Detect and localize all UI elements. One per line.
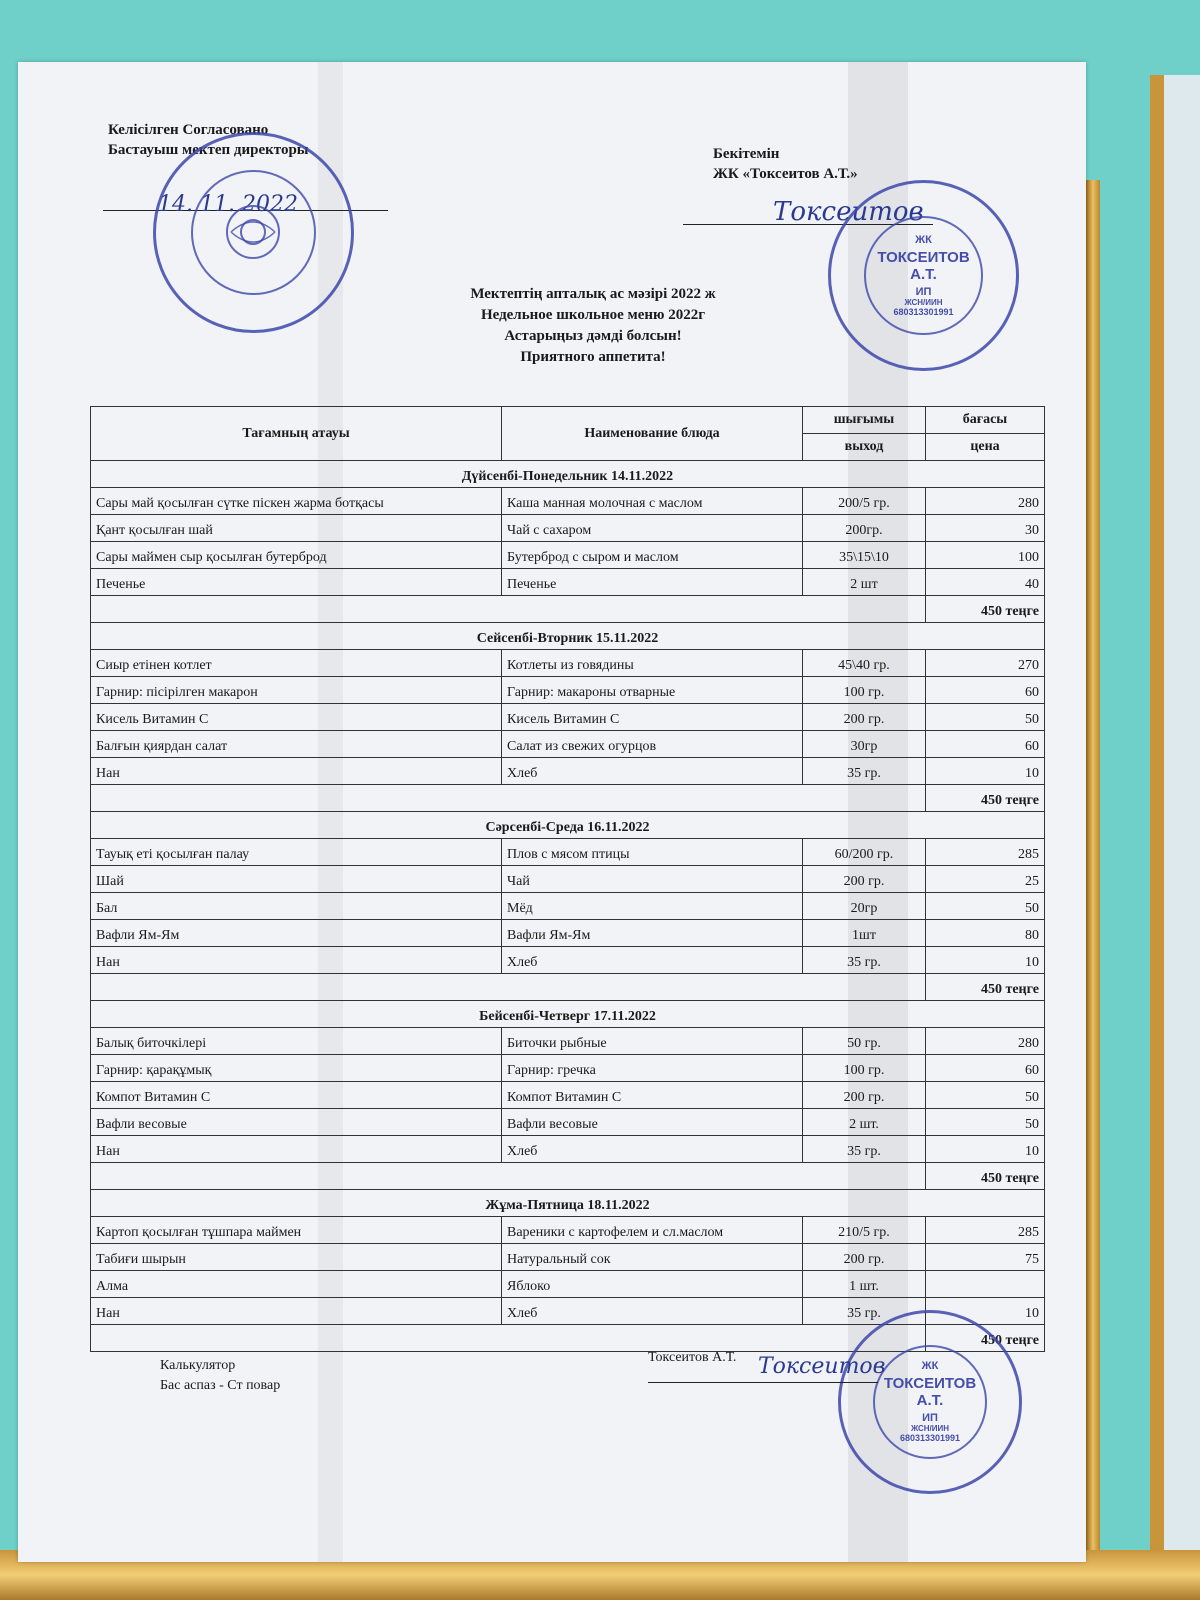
dish-name-ru: Натуральный сок bbox=[502, 1244, 803, 1271]
dish-price: 10 bbox=[926, 1136, 1045, 1163]
dish-price: 10 bbox=[926, 1298, 1045, 1325]
menu-titles bbox=[318, 284, 868, 368]
dish-name-ru: Вареники с картофелем и сл.маслом bbox=[502, 1217, 803, 1244]
total-spacer bbox=[91, 1163, 926, 1190]
emblem-icon bbox=[223, 202, 283, 262]
menu-table bbox=[90, 406, 1045, 1352]
dish-output: 2 шт bbox=[803, 569, 926, 596]
dish-name-ru: Чай bbox=[502, 866, 803, 893]
dish-output: 45\40 гр. bbox=[803, 650, 926, 677]
footer-left bbox=[160, 1356, 280, 1396]
dish-output: 100 гр. bbox=[803, 677, 926, 704]
dish-output: 200 гр. bbox=[803, 1244, 926, 1271]
dish-price: 40 bbox=[926, 569, 1045, 596]
day-header-row bbox=[91, 1001, 1045, 1028]
dish-output: 35 гр. bbox=[803, 1136, 926, 1163]
footer-calculator: Калькулятор bbox=[160, 1358, 236, 1373]
menu-item-row bbox=[91, 758, 1045, 785]
ip-stamp-bottom-center bbox=[873, 1345, 987, 1459]
dish-price: 50 bbox=[926, 1082, 1045, 1109]
footer-chef: Бас аспаз - Ст повар bbox=[160, 1378, 281, 1393]
dish-name-kz: Балық биточкілері bbox=[91, 1028, 502, 1055]
dish-output: 20гр bbox=[803, 893, 926, 920]
day-header-row bbox=[91, 461, 1045, 488]
day-total: 450 теңге bbox=[926, 596, 1045, 623]
col-header-output-kz: шығымы bbox=[803, 407, 926, 434]
menu-item-row bbox=[91, 1082, 1045, 1109]
menu-item-row bbox=[91, 1028, 1045, 1055]
col-header-ru: Наименование блюда bbox=[502, 407, 803, 461]
dish-name-ru: Кисель Витамин С bbox=[502, 704, 803, 731]
day-total-row bbox=[91, 596, 1045, 623]
dish-name-kz: Алма bbox=[91, 1271, 502, 1298]
dish-name-ru: Плов с мясом птицы bbox=[502, 839, 803, 866]
signature-line-footer bbox=[648, 1382, 878, 1383]
col-header-price-kz: бағасы bbox=[926, 407, 1045, 434]
dish-name-ru: Гарнир: гречка bbox=[502, 1055, 803, 1082]
dish-price: 25 bbox=[926, 866, 1045, 893]
menu-item-row bbox=[91, 488, 1045, 515]
stamp-name: ТОКСЕИТОВ А.Т. bbox=[883, 1375, 977, 1410]
dish-output: 200гр. bbox=[803, 515, 926, 542]
dish-name-ru: Хлеб bbox=[502, 1298, 803, 1325]
dish-name-ru: Хлеб bbox=[502, 758, 803, 785]
dish-price: 100 bbox=[926, 542, 1045, 569]
menu-item-row bbox=[91, 1109, 1045, 1136]
menu-item-row bbox=[91, 839, 1045, 866]
dish-price: 50 bbox=[926, 893, 1045, 920]
total-spacer bbox=[91, 596, 926, 623]
dish-name-kz: Бал bbox=[91, 893, 502, 920]
dish-name-kz: Сары маймен сыр қосылған бутерброд bbox=[91, 542, 502, 569]
dish-output: 60/200 гр. bbox=[803, 839, 926, 866]
menu-item-row bbox=[91, 947, 1045, 974]
day-total-row bbox=[91, 1163, 1045, 1190]
title-ru: Недельное школьное меню 2022г bbox=[480, 307, 706, 323]
dish-name-ru: Гарнир: макароны отварные bbox=[502, 677, 803, 704]
adjacent-board bbox=[1150, 75, 1200, 1565]
day-total: 450 теңге bbox=[926, 1163, 1045, 1190]
dish-name-kz: Шай bbox=[91, 866, 502, 893]
dish-price bbox=[926, 1271, 1045, 1298]
dish-output: 1шт bbox=[803, 920, 926, 947]
stamp-bottom-label: ИП bbox=[922, 1412, 938, 1425]
dish-price: 80 bbox=[926, 920, 1045, 947]
dish-name-ru: Биточки рыбные bbox=[502, 1028, 803, 1055]
approval-right-line1: Бекітемін bbox=[713, 146, 780, 162]
menu-item-row bbox=[91, 542, 1045, 569]
day-header-row bbox=[91, 623, 1045, 650]
day-title: Жұма-Пятница 18.11.2022 bbox=[91, 1190, 1045, 1217]
total-spacer bbox=[91, 1325, 926, 1352]
dish-name-ru: Чай с сахаром bbox=[502, 515, 803, 542]
dish-name-ru: Котлеты из говядины bbox=[502, 650, 803, 677]
dish-name-ru: Хлеб bbox=[502, 1136, 803, 1163]
dish-output: 50 гр. bbox=[803, 1028, 926, 1055]
dish-price: 50 bbox=[926, 704, 1045, 731]
signature-footer: Токсеитов bbox=[758, 1354, 886, 1379]
dish-price: 280 bbox=[926, 1028, 1045, 1055]
menu-item-row bbox=[91, 569, 1045, 596]
approval-right bbox=[713, 144, 858, 184]
dish-name-kz: Сары май қосылған сүтке піскен жарма ботқасы bbox=[91, 488, 502, 515]
dish-name-ru: Вафли весовые bbox=[502, 1109, 803, 1136]
dish-output: 200 гр. bbox=[803, 866, 926, 893]
dish-name-kz: Нан bbox=[91, 947, 502, 974]
menu-item-row bbox=[91, 920, 1045, 947]
dish-price: 10 bbox=[926, 758, 1045, 785]
stamp-top-label: ЖК bbox=[915, 234, 932, 246]
stamp-bin-label: ЖСН/ИИН bbox=[904, 298, 943, 307]
day-total: 450 теңге bbox=[926, 785, 1045, 812]
dish-output: 100 гр. bbox=[803, 1055, 926, 1082]
dish-name-kz: Вафли Ям-Ям bbox=[91, 920, 502, 947]
stamp-bin-label: ЖСН/ИИН bbox=[910, 1424, 950, 1434]
stamp-bottom-label: ИП bbox=[915, 286, 932, 298]
dish-output: 35 гр. bbox=[803, 1298, 926, 1325]
menu-item-row bbox=[91, 1217, 1045, 1244]
dish-name-kz: Қант қосылған шай bbox=[91, 515, 502, 542]
dish-name-kz: Нан bbox=[91, 758, 502, 785]
menu-item-row bbox=[91, 893, 1045, 920]
dish-name-kz: Картоп қосылған тұшпара маймен bbox=[91, 1217, 502, 1244]
title-kz: Мектептің апталық ас мәзірі 2022 ж bbox=[470, 286, 716, 302]
day-title: Сәрсенбі-Среда 16.11.2022 bbox=[91, 812, 1045, 839]
day-total-row bbox=[91, 785, 1045, 812]
dish-output: 200/5 гр. bbox=[803, 488, 926, 515]
approval-right-line2: ЖК «Токсеитов А.Т.» bbox=[713, 166, 858, 182]
stamp-bin: 680313301991 bbox=[899, 1433, 961, 1444]
dish-name-kz: Гарнир: пісірілген макарон bbox=[91, 677, 502, 704]
dish-output: 35 гр. bbox=[803, 758, 926, 785]
day-title: Дүйсенбі-Понедельник 14.11.2022 bbox=[91, 461, 1045, 488]
menu-item-row bbox=[91, 1055, 1045, 1082]
approval-left-line1: Келісілген Согласовано bbox=[108, 122, 269, 138]
col-header-output-ru: выход bbox=[803, 434, 926, 461]
approval-left-line2: Бастауыш мектеп директоры bbox=[108, 142, 309, 158]
dish-output: 210/5 гр. bbox=[803, 1217, 926, 1244]
day-title: Бейсенбі-Четверг 17.11.2022 bbox=[91, 1001, 1045, 1028]
dish-name-kz: Гарнир: қарақұмық bbox=[91, 1055, 502, 1082]
dish-name-ru: Вафли Ям-Ям bbox=[502, 920, 803, 947]
dish-name-ru: Компот Витамин С bbox=[502, 1082, 803, 1109]
day-total-row bbox=[91, 974, 1045, 1001]
dish-price: 285 bbox=[926, 839, 1045, 866]
total-spacer bbox=[91, 785, 926, 812]
stamp-emblem bbox=[191, 170, 316, 295]
dish-output: 30гр bbox=[803, 731, 926, 758]
dish-price: 270 bbox=[926, 650, 1045, 677]
ip-stamp-bottom bbox=[838, 1310, 1022, 1494]
menu-item-row bbox=[91, 731, 1045, 758]
menu-body bbox=[91, 461, 1045, 1352]
menu-item-row bbox=[91, 677, 1045, 704]
dish-price: 60 bbox=[926, 677, 1045, 704]
dish-output: 1 шт. bbox=[803, 1271, 926, 1298]
dish-name-kz: Нан bbox=[91, 1136, 502, 1163]
dish-price: 10 bbox=[926, 947, 1045, 974]
menu-item-row bbox=[91, 1244, 1045, 1271]
footer-right: Токсеитов А.Т. bbox=[648, 1350, 737, 1365]
dish-price: 50 bbox=[926, 1109, 1045, 1136]
day-header-row bbox=[91, 812, 1045, 839]
col-header-kz: Тағамның атауы bbox=[91, 407, 502, 461]
dish-name-ru: Салат из свежих огурцов bbox=[502, 731, 803, 758]
dish-price: 280 bbox=[926, 488, 1045, 515]
dish-name-ru: Каша манная молочная с маслом bbox=[502, 488, 803, 515]
ip-stamp-center bbox=[864, 216, 983, 335]
dish-name-kz: Табиғи шырын bbox=[91, 1244, 502, 1271]
menu-item-row bbox=[91, 704, 1045, 731]
dish-output: 35 гр. bbox=[803, 947, 926, 974]
menu-item-row bbox=[91, 650, 1045, 677]
dish-price: 75 bbox=[926, 1244, 1045, 1271]
menu-item-row bbox=[91, 515, 1045, 542]
stamp-bin: 680313301991 bbox=[893, 307, 954, 317]
dish-output: 35\15\10 bbox=[803, 542, 926, 569]
dish-price: 30 bbox=[926, 515, 1045, 542]
table-header-row bbox=[91, 407, 1045, 434]
stamp-top-label: ЖК bbox=[921, 1360, 939, 1373]
menu-item-row bbox=[91, 866, 1045, 893]
dish-name-kz: Компот Витамин С bbox=[91, 1082, 502, 1109]
dish-name-ru: Яблоко bbox=[502, 1271, 803, 1298]
menu-item-row bbox=[91, 1271, 1045, 1298]
dish-price: 285 bbox=[926, 1217, 1045, 1244]
day-title: Сейсенбі-Вторник 15.11.2022 bbox=[91, 623, 1045, 650]
dish-output: 200 гр. bbox=[803, 704, 926, 731]
dish-name-kz: Нан bbox=[91, 1298, 502, 1325]
dish-name-ru: Бутерброд с сыром и маслом bbox=[502, 542, 803, 569]
menu-item-row bbox=[91, 1136, 1045, 1163]
stamp-name: ТОКСЕИТОВ А.Т. bbox=[877, 249, 970, 283]
greeting-kz: Астарыңыз дәмді болсын! bbox=[504, 328, 682, 344]
dish-name-kz: Сиыр етінен котлет bbox=[91, 650, 502, 677]
menu-sheet bbox=[18, 62, 1086, 1562]
total-spacer bbox=[91, 974, 926, 1001]
day-total: 450 теңге bbox=[926, 1325, 1045, 1352]
dish-output: 2 шт. bbox=[803, 1109, 926, 1136]
signature-date: 14. 11. 2022 bbox=[158, 192, 298, 217]
dish-name-ru: Мёд bbox=[502, 893, 803, 920]
dish-name-kz: Вафли весовые bbox=[91, 1109, 502, 1136]
day-header-row bbox=[91, 1190, 1045, 1217]
day-total: 450 теңге bbox=[926, 974, 1045, 1001]
col-header-price-ru: цена bbox=[926, 434, 1045, 461]
dish-name-ru: Печенье bbox=[502, 569, 803, 596]
dish-name-kz: Печенье bbox=[91, 569, 502, 596]
dish-price: 60 bbox=[926, 731, 1045, 758]
dish-name-kz: Кисель Витамин С bbox=[91, 704, 502, 731]
dish-price: 60 bbox=[926, 1055, 1045, 1082]
dish-output: 200 гр. bbox=[803, 1082, 926, 1109]
signature-right: Токсеитов bbox=[773, 197, 924, 227]
dish-name-kz: Балғын қиярдан салат bbox=[91, 731, 502, 758]
dish-name-ru: Хлеб bbox=[502, 947, 803, 974]
greeting-ru: Приятного аппетита! bbox=[520, 349, 666, 365]
dish-name-kz: Тауық еті қосылған палау bbox=[91, 839, 502, 866]
